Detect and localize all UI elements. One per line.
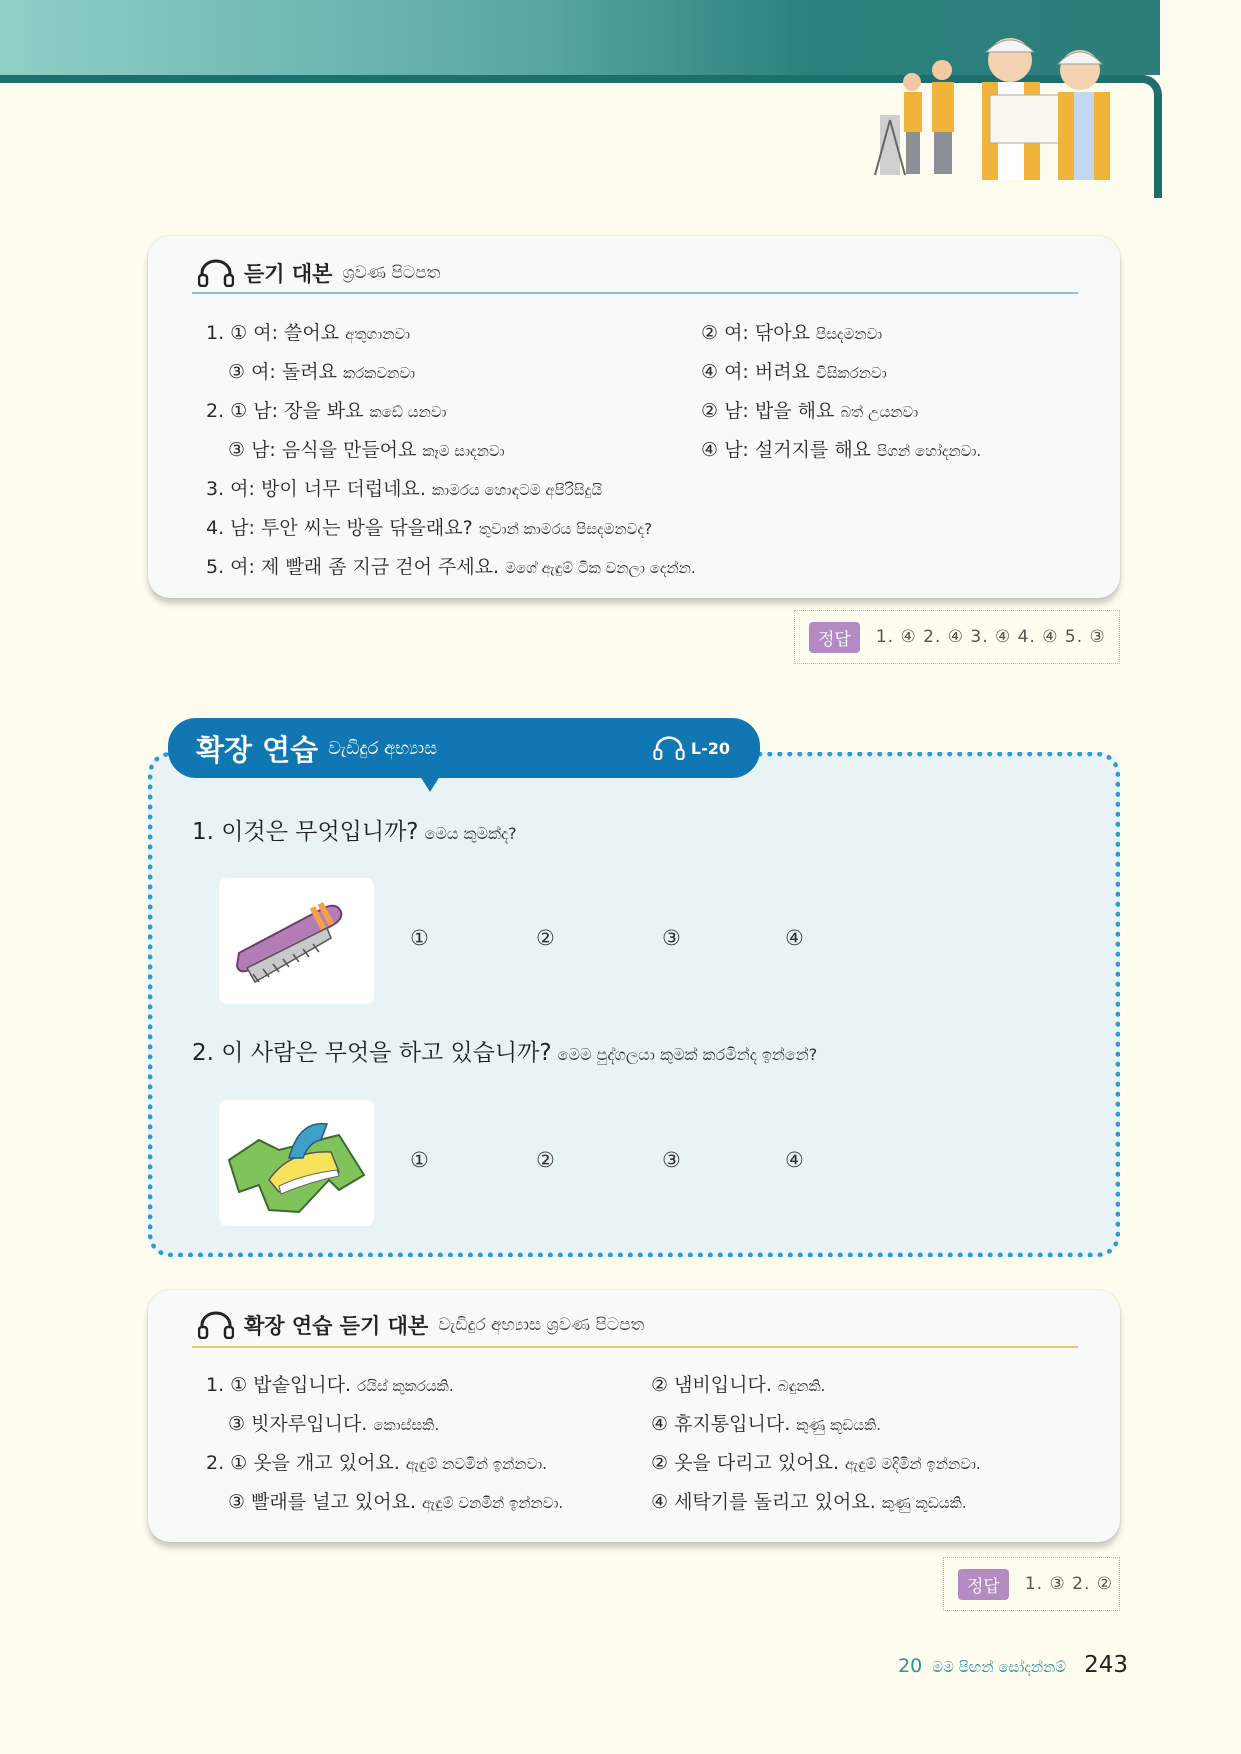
- line-ko: 5. 여: 제 빨래 좀 지금 걷어 주세요.: [206, 556, 500, 578]
- question-si: මෙය කුමක්ද?: [424, 824, 517, 843]
- line-ko: ③ 남: 음식을 만들어요: [228, 439, 417, 461]
- script-line: [206, 552, 696, 579]
- line-si: කොස්සකි.: [373, 1416, 440, 1434]
- script-line: [206, 1370, 454, 1397]
- line-ko: ② 냄비입니다.: [651, 1374, 772, 1396]
- line-si: කරකවනවා: [342, 364, 416, 382]
- option-2[interactable]: ②: [536, 1148, 555, 1172]
- line-ko: ④ 휴지통입니다.: [651, 1413, 791, 1435]
- line-si: කුණු කූඩයකි.: [881, 1494, 967, 1512]
- line-si: මගේ ඇඳුම් ටික වනලා දෙන්න.: [505, 559, 696, 577]
- script-line: [228, 435, 505, 462]
- script-line: [651, 1487, 967, 1514]
- divider: [192, 1346, 1078, 1348]
- script-line: [651, 1370, 825, 1397]
- practice-title: 확장 연습: [196, 732, 319, 767]
- question-ko: 1. 이것은 무엇입니까?: [192, 819, 419, 845]
- question-si: මෙම පුද්ගලයා කුමක් කරමින්ද ඉන්නේ?: [557, 1045, 818, 1064]
- headphones-icon: [198, 259, 234, 287]
- answer-box: [794, 610, 1120, 664]
- script-line: [206, 1448, 547, 1475]
- track-label: L-20: [690, 738, 730, 758]
- practice-title-si: වැඩිදුර අභ්‍යාස: [328, 737, 438, 759]
- line-ko: ② 옷을 다리고 있어요.: [651, 1452, 840, 1474]
- script-line: [206, 318, 410, 345]
- script-line: [701, 396, 918, 423]
- line-si: විසිකරනවා: [815, 364, 887, 382]
- script-line: [228, 1409, 439, 1436]
- chapter-number: 20: [898, 1655, 923, 1677]
- line-ko: 2. ① 옷을 개고 있어요.: [206, 1452, 400, 1474]
- script-line: [701, 318, 882, 345]
- line-ko: 1. ① 밥솥입니다.: [206, 1374, 352, 1396]
- line-si: පිසදමනවා: [815, 325, 883, 343]
- practice-script-header: [198, 1310, 644, 1340]
- question-2: [192, 1034, 817, 1067]
- headphones-icon: [198, 1311, 234, 1339]
- line-ko: 1. ① 여: 쓸어요: [206, 322, 340, 344]
- page-footer: [898, 1652, 1128, 1678]
- line-si: අතුගානවා: [345, 325, 411, 343]
- answer-text: 1. ④ 2. ④ 3. ④ 4. ④ 5. ③: [875, 627, 1106, 647]
- line-si: ඇඳුම් නවමින් ඉන්නවා.: [405, 1455, 548, 1473]
- line-si: රයිස් කුකරයකි.: [357, 1377, 454, 1395]
- script-line: [228, 1487, 563, 1514]
- answer-box: [943, 1557, 1120, 1611]
- line-ko: 2. ① 남: 장을 봐요: [206, 400, 364, 422]
- line-si: කාමරය හොඳටම අපිරිසිදුයි: [431, 481, 603, 499]
- script-title-si: වැඩිදුර අභ්‍යාස ශ්‍රවණ පිටපත: [438, 1315, 645, 1335]
- option-2[interactable]: ②: [536, 926, 555, 950]
- listening-script-header: [198, 258, 440, 288]
- line-ko: ③ 여: 돌려요: [228, 361, 337, 383]
- script-line: [228, 357, 415, 384]
- line-si: තුවාන් කාමරය පිසදමනවද?: [478, 520, 653, 538]
- line-ko: ④ 남: 설거지를 해요: [701, 439, 872, 461]
- script-line: [701, 357, 887, 384]
- option-4[interactable]: ④: [785, 926, 804, 950]
- option-4[interactable]: ④: [785, 1148, 804, 1172]
- option-3[interactable]: ③: [662, 1148, 681, 1172]
- option-3[interactable]: ③: [662, 926, 681, 950]
- line-si: කෑම සාදනවා: [422, 442, 505, 460]
- script-title-si: ශ්‍රවණ පිටපත: [342, 263, 441, 283]
- line-ko: 3. 여: 방이 너무 더럽네요.: [206, 478, 426, 500]
- line-si: බත් උයනවා: [840, 403, 919, 421]
- line-si: කුණු කූඩයකි.: [796, 1416, 882, 1434]
- brush-image: [219, 878, 374, 1004]
- question-1: [192, 813, 517, 846]
- script-line: [206, 396, 446, 423]
- audio-track[interactable]: [653, 736, 730, 760]
- headphones-icon: [653, 736, 685, 760]
- ironing-image: [219, 1100, 374, 1226]
- script-line: [206, 474, 602, 501]
- brush-picture: [219, 878, 374, 1004]
- script-line: [701, 435, 981, 462]
- line-si: කඩේ යනවා: [369, 403, 447, 421]
- listening-script-card: [148, 236, 1120, 598]
- chapter-title: මම පිඟන් සෝදන්නම්: [932, 1658, 1067, 1676]
- script-line: [651, 1409, 881, 1436]
- line-ko: ③ 빨래를 널고 있어요.: [228, 1491, 417, 1513]
- script-title: 듣기 대본: [244, 262, 333, 286]
- divider: [192, 292, 1078, 294]
- line-ko: ③ 빗자루입니다.: [228, 1413, 368, 1435]
- practice-script-card: [148, 1290, 1120, 1542]
- answer-badge: 정답: [809, 622, 860, 653]
- practice-tab: [168, 718, 760, 778]
- line-ko: ④ 여: 버려요: [701, 361, 810, 383]
- line-si: ඇඳුම් වනමින් ඉන්නවා.: [422, 1494, 564, 1512]
- script-title: 확장 연습 듣기 대본: [244, 1314, 429, 1338]
- line-si: ඇඳුම් මදිමින් ඉන්නවා.: [845, 1455, 981, 1473]
- line-ko: ② 여: 닦아요: [701, 322, 810, 344]
- script-line: [651, 1448, 981, 1475]
- question-ko: 2. 이 사람은 무엇을 하고 있습니까?: [192, 1040, 552, 1066]
- line-si: බඳුනකි.: [777, 1377, 826, 1395]
- line-si: පිගන් හෝදනවා.: [877, 442, 982, 460]
- line-ko: 4. 남: 투안 씨는 방을 닦을래요?: [206, 517, 473, 539]
- workers-illustration: [870, 20, 1120, 180]
- option-1[interactable]: ①: [410, 1148, 429, 1172]
- page-number: 243: [1084, 1652, 1128, 1678]
- answer-text: 1. ③ 2. ②: [1024, 1574, 1113, 1594]
- ironing-picture: [219, 1100, 374, 1226]
- answer-badge: 정답: [958, 1569, 1009, 1600]
- header-rail: [1142, 75, 1162, 198]
- option-1[interactable]: ①: [410, 926, 429, 950]
- line-ko: ② 남: 밥을 해요: [701, 400, 835, 422]
- script-line: [206, 513, 652, 540]
- line-ko: ④ 세탁기를 돌리고 있어요.: [651, 1491, 876, 1513]
